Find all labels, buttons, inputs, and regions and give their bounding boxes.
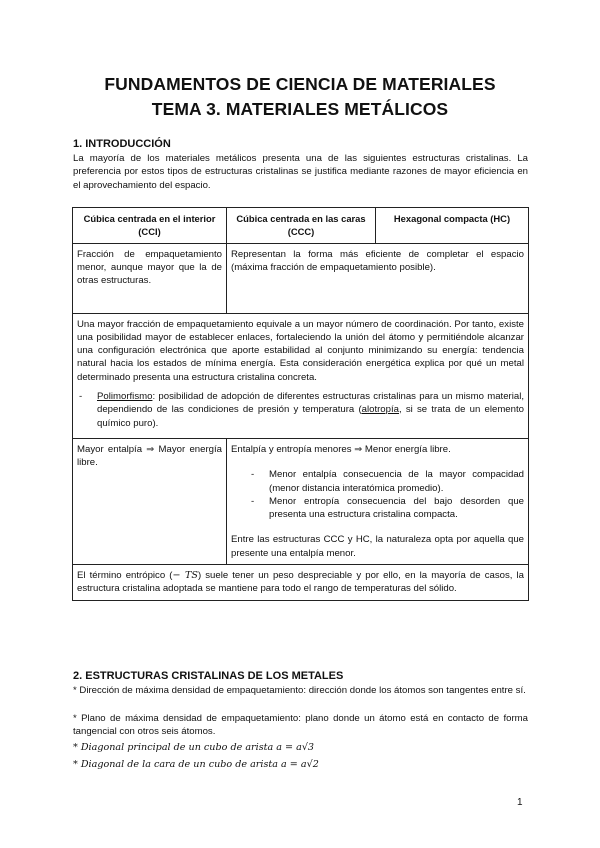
table-cell-cci-packing: Fracción de empaquetamiento menor, aunque mayor que la de otras estructuras. bbox=[73, 243, 227, 313]
page-number: 1 bbox=[517, 797, 523, 808]
table-row bbox=[73, 243, 529, 313]
table-row bbox=[73, 565, 529, 601]
section1-heading: 1. INTRODUCCIÓN bbox=[73, 138, 171, 150]
polymorphism-text: : posibilidad de adopción de diferentes estructuras cristalinas para un mismo material, dependiendo de las condiciones de presión y temperatura ( bbox=[97, 391, 524, 416]
entropic-text-end: ) suele tener un peso despreciable y por ello, en la mayoría de casos, la estructura cristalina adoptada se mantiene para todo el rango de temperaturas del sólido. bbox=[77, 570, 524, 595]
polymorphism-text-end: , si se trata de un elemento químico puro). bbox=[97, 404, 524, 429]
polymorphism-term: Polimorfismo bbox=[97, 391, 153, 403]
enthalpy-conclusion: Entre las estructuras CCC y HC, la naturaleza opta por aquella que presente una entalpía menor. bbox=[231, 534, 524, 559]
list-item: - Menor entalpía consecuencia de la mayor compacidad (menor distancia interatómica promedio). bbox=[249, 468, 524, 495]
formula-main-diagonal: * Diagonal principal de un cubo de arista a = a√3 bbox=[73, 742, 315, 753]
table-cell-ccc-hc-packing: Representan la forma más eficiente de completar el espacio (máxima fracción de empaquetamiento posible). bbox=[227, 243, 529, 313]
table-header-hc: Hexagonal compacta (HC) bbox=[376, 208, 529, 244]
allotropy-term: alotropía bbox=[361, 404, 399, 416]
enthalpy-list bbox=[249, 468, 524, 521]
table-cell-enthalpy-left: Mayor entalpía ⇒ Mayor energía libre. bbox=[73, 438, 227, 564]
section2-item-direction: * Dirección de máxima densidad de empaquetamiento: dirección donde los átomos son tangentes entre sí. bbox=[73, 685, 526, 696]
entropic-formula: − TS bbox=[172, 570, 198, 582]
table-cell-entropic-term bbox=[73, 565, 529, 601]
structures-table bbox=[72, 207, 529, 601]
list-item: - Menor entropía consecuencia del bajo desorden que presenta una estructura cristalina compacta. bbox=[249, 495, 524, 522]
coordination-text: Una mayor fracción de empaquetamiento equivale a un mayor número de coordinación. Por tanto, existe una posibilidad mayor de establecer enlaces, fortaleciendo la unión del átomo y permitiéndole alcanzar una configuración electrónica que aporte estabilidad al conjunto minimizando su energía: tendencia natural hacia los estados de mínima energía. Esta consideración energética explica por qué un metal determinado presenta una estructura cristalina concreta. bbox=[77, 318, 524, 383]
polymorphism-list bbox=[77, 390, 524, 430]
table-row bbox=[73, 313, 529, 438]
section1-intro: La mayoría de los materiales metálicos presenta una de las siguientes estructuras cristalinas. La preferencia por estos tipos de estructuras cristalinas se justifica mediante razones de mayor eficiencia en el aprovechamiento del espacio. bbox=[73, 153, 528, 191]
table-header-row bbox=[73, 208, 529, 244]
table-cell-coordination bbox=[73, 313, 529, 438]
enthalpy-intro: Entalpía y entropía menores ⇒ Menor energía libre. bbox=[231, 443, 451, 455]
document-title-line2: TEMA 3. MATERIALES METÁLICOS bbox=[151, 99, 449, 119]
table-header-ccc: Cúbica centrada en las caras (CCC) bbox=[227, 208, 376, 244]
section2-heading: 2. ESTRUCTURAS CRISTALINAS DE LOS METALES bbox=[73, 670, 344, 682]
table-header-cci: Cúbica centrada en el interior (CCI) bbox=[73, 208, 227, 244]
list-item bbox=[77, 390, 524, 430]
entropic-text: El término entrópico ( bbox=[77, 570, 173, 582]
table-cell-enthalpy-right bbox=[227, 438, 529, 564]
section2-item-plane: * Plano de máxima densidad de empaquetamiento: plano donde un átomo está en contacto de forma tangencial con otros seis átomos. bbox=[73, 713, 528, 738]
formula-face-diagonal: * Diagonal de la cara de un cubo de arista a = a√2 bbox=[73, 759, 319, 770]
document-title-line1: FUNDAMENTOS DE CIENCIA DE MATERIALES bbox=[104, 74, 496, 94]
table-row bbox=[73, 438, 529, 564]
